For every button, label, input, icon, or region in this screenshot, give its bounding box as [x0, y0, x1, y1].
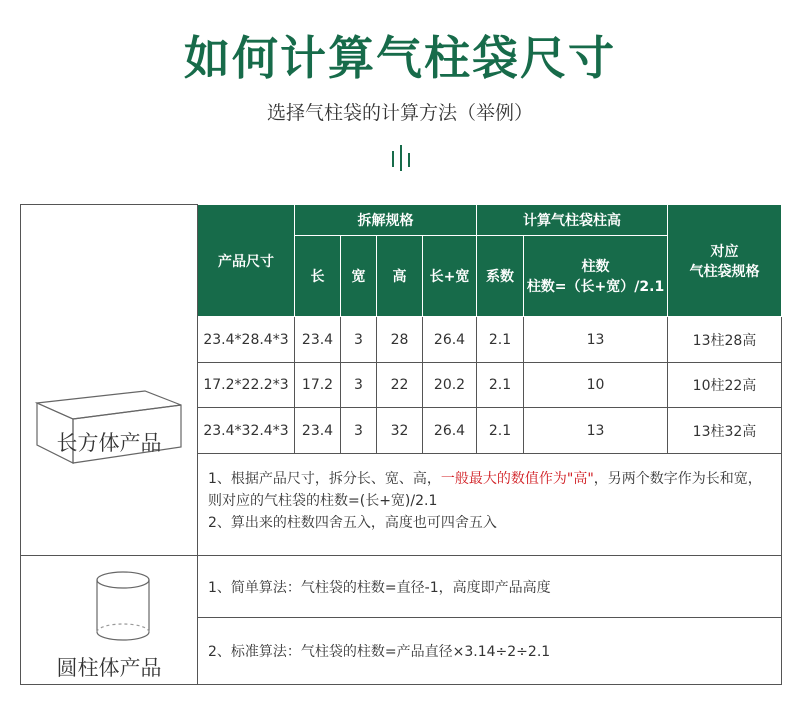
page-title: 如何计算气柱袋尺寸	[184, 31, 616, 85]
highlight-text: 一般最大的数值作为"高"	[440, 471, 594, 487]
header-size: 产品尺寸	[198, 205, 295, 317]
header-length-width: 长+宽	[423, 236, 477, 317]
cylinder-method-standard: 2、标准算法：气柱袋的柱数=产品直径×3.14÷2÷2.1	[198, 618, 782, 685]
table-row: 23.4*28.4*3 23.4 3 28 26.4 2.1 13 13柱28高	[21, 317, 782, 363]
header-width: 宽	[341, 236, 377, 317]
header-columns: 柱数 柱数=（长+宽）/2.1	[524, 236, 668, 317]
table-row: 17.2*22.2*3 17.2 3 22 20.2 2.1 10 10柱22高	[21, 363, 782, 408]
page-subtitle: 选择气柱袋的计算方法（举例）	[266, 102, 533, 124]
cylinder-icon	[21, 566, 198, 656]
divider-bars-icon	[392, 145, 412, 171]
header-split: 拆解规格	[295, 205, 477, 236]
header-length: 长	[295, 236, 341, 317]
header-calc: 计算气柱袋柱高	[477, 205, 668, 236]
cylinder-product-cell	[21, 556, 198, 685]
box-calculation-notes: 1、根据产品尺寸，拆分长、宽、高，一般最大的数值作为"高"，另两个数字作为长和宽，则对应的气柱袋的柱数=(长+宽)/2.1 2、算出来的柱数四舍五入，高度也可四舍五入	[198, 454, 782, 556]
header-coefficient: 系数	[477, 236, 524, 317]
cylinder-product-label: 圆柱体产品	[56, 656, 162, 680]
table-row: 23.4*32.4*3 23.4 3 32 26.4 2.1 13 13柱32高	[21, 408, 782, 454]
cuboid-icon	[21, 325, 198, 525]
size-calculation-table	[20, 204, 782, 685]
header-height: 高	[377, 236, 423, 317]
header-spec: 对应 气柱袋规格	[668, 205, 782, 317]
box-product-label: 长方体产品	[56, 431, 162, 455]
box-product-cell	[21, 205, 198, 556]
cylinder-method-simple: 1、简单算法：气柱袋的柱数=直径-1，高度即产品高度	[198, 556, 782, 618]
